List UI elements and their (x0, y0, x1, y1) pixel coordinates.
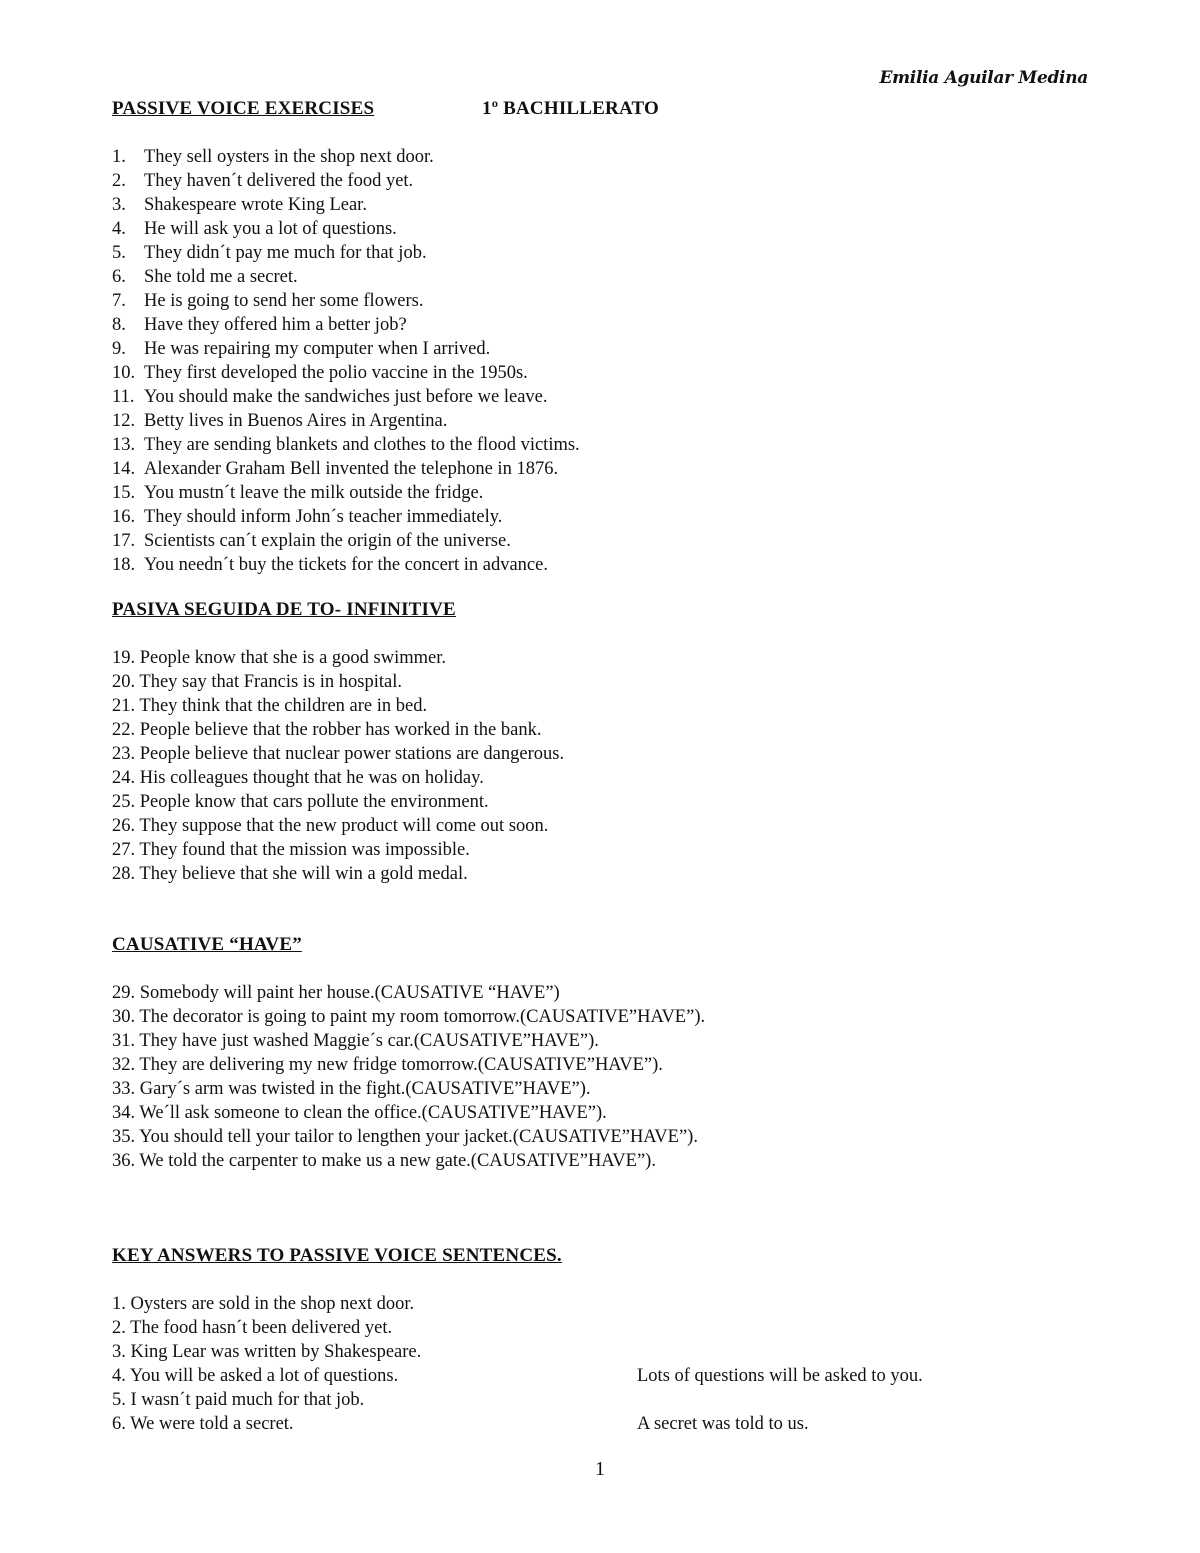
item-text: They believe that she will win a gold medal. (139, 864, 468, 884)
item-number: 5. (112, 1390, 126, 1410)
list-item (112, 481, 580, 505)
item-number: 1. (112, 1294, 126, 1314)
list-item (112, 313, 580, 337)
list-item (112, 145, 580, 169)
list-item (112, 646, 564, 670)
list-item (112, 1412, 809, 1436)
item-number: 1. (112, 147, 126, 167)
item-number: 15. (112, 483, 136, 503)
list-item (112, 361, 580, 385)
exercise-list-causative (112, 981, 705, 1173)
list-item (112, 766, 564, 790)
list-item (112, 433, 580, 457)
item-number: 27. (112, 840, 136, 860)
item-text: She told me a secret. (144, 267, 298, 287)
item-text: Scientists can´t explain the origin of the universe. (144, 531, 511, 551)
item-number: 21. (112, 696, 136, 716)
item-text: You will be asked a lot of questions. (129, 1366, 399, 1386)
item-number: 33. (112, 1079, 136, 1099)
list-item (112, 1077, 705, 1101)
list-item (112, 289, 580, 313)
alternative-answer: A secret was told to us. (637, 1414, 809, 1434)
item-number: 14. (112, 459, 136, 479)
item-text: People believe that nuclear power stations are dangerous. (139, 744, 565, 764)
list-item (112, 241, 580, 265)
item-text: They first developed the polio vaccine in the 1950s. (144, 363, 528, 383)
item-number: 4. (112, 219, 126, 239)
item-number: 19. (112, 648, 136, 668)
item-text: You should tell your tailor to lengthen your jacket.(CAUSATIVE”HAVE”). (139, 1127, 698, 1147)
list-item (112, 1364, 923, 1388)
item-number: 23. (112, 744, 136, 764)
item-text: They found that the mission was impossible. (139, 840, 470, 860)
author-name: Emilia Aguilar Medina (879, 68, 1088, 88)
list-item (112, 718, 564, 742)
section-heading-causative: CAUSATIVE “HAVE” (112, 934, 302, 955)
list-item (112, 838, 564, 862)
list-item (112, 1292, 421, 1316)
item-text: We´ll ask someone to clean the office.(CAUSATIVE”HAVE”). (139, 1103, 607, 1123)
exercise-list-to-infinitive (112, 646, 564, 886)
item-text: Alexander Graham Bell invented the telephone in 1876. (144, 459, 559, 479)
list-item (112, 1149, 705, 1173)
list-item (112, 1125, 705, 1149)
item-number: 35. (112, 1127, 136, 1147)
item-number: 3. (112, 195, 126, 215)
list-item (112, 1005, 705, 1029)
item-number: 26. (112, 816, 136, 836)
item-text: We told the carpenter to make us a new gate.(CAUSATIVE”HAVE”). (139, 1151, 656, 1171)
item-number: 2. (112, 1318, 126, 1338)
list-item (112, 1316, 421, 1340)
item-text: The decorator is going to paint my room tomorrow.(CAUSATIVE”HAVE”). (139, 1007, 706, 1027)
list-item (112, 981, 705, 1005)
item-number: 32. (112, 1055, 136, 1075)
item-number: 2. (112, 171, 126, 191)
item-text: His colleagues thought that he was on holiday. (139, 768, 484, 788)
list-item (112, 457, 580, 481)
item-number: 7. (112, 291, 126, 311)
item-text: They have just washed Maggie´s car.(CAUSATIVE”HAVE”). (139, 1031, 599, 1051)
item-text: The food hasn´t been delivered yet. (130, 1318, 393, 1338)
item-number: 16. (112, 507, 136, 527)
item-text: They didn´t pay me much for that job. (144, 243, 427, 263)
item-text: I wasn´t paid much for that job. (130, 1390, 365, 1410)
item-number: 4. (112, 1366, 126, 1386)
item-text: Somebody will paint her house.(CAUSATIVE “HAVE”) (139, 983, 560, 1003)
item-text: Have they offered him a better job? (144, 315, 407, 335)
list-item (112, 505, 580, 529)
item-text: He is going to send her some flowers. (144, 291, 424, 311)
item-number: 22. (112, 720, 136, 740)
item-number: 18. (112, 555, 136, 575)
list-item (112, 1053, 705, 1077)
item-number: 36. (112, 1151, 136, 1171)
exercise-list-passive (112, 145, 580, 577)
item-text: He was repairing my computer when I arrived. (144, 339, 491, 359)
list-item (112, 1101, 705, 1125)
course-label: 1º BACHILLERATO (482, 98, 659, 119)
title-text: PASSIVE VOICE EXERCISES (112, 98, 375, 119)
list-item (112, 193, 580, 217)
list-item (112, 1340, 421, 1364)
section-heading-to-infinitive: PASIVA SEGUIDA DE TO- INFINITIVE (112, 599, 456, 620)
item-number: 17. (112, 531, 136, 551)
item-text: You needn´t buy the tickets for the concert in advance. (144, 555, 548, 575)
list-item (112, 1388, 421, 1412)
list-item (112, 670, 564, 694)
list-item (112, 265, 580, 289)
item-text: They are delivering my new fridge tomorrow.(CAUSATIVE”HAVE”). (139, 1055, 663, 1075)
item-text: They should inform John´s teacher immediately. (144, 507, 503, 527)
list-item (112, 862, 564, 886)
list-item (112, 337, 580, 361)
list-item (112, 529, 580, 553)
item-text: They say that Francis is in hospital. (139, 672, 402, 692)
item-text: We were told a secret. (130, 1414, 294, 1434)
item-text: King Lear was written by Shakespeare. (130, 1342, 422, 1362)
item-text: People know that she is a good swimmer. (139, 648, 446, 668)
item-text: He will ask you a lot of questions. (144, 219, 397, 239)
item-number: 8. (112, 315, 126, 335)
item-text: People believe that the robber has worked in the bank. (139, 720, 542, 740)
item-number: 24. (112, 768, 136, 788)
item-number: 11. (112, 387, 135, 407)
item-number: 6. (112, 267, 126, 287)
item-text: Betty lives in Buenos Aires in Argentina. (144, 411, 448, 431)
item-number: 20. (112, 672, 136, 692)
list-item (112, 553, 580, 577)
item-text: You mustn´t leave the milk outside the fridge. (144, 483, 484, 503)
key-answers-list (112, 1292, 923, 1436)
item-number: 10. (112, 363, 136, 383)
list-item (112, 385, 580, 409)
list-item (112, 1029, 705, 1053)
item-number: 31. (112, 1031, 136, 1051)
item-number: 9. (112, 339, 126, 359)
item-text: They think that the children are in bed. (139, 696, 428, 716)
list-item (112, 694, 564, 718)
item-text: Shakespeare wrote King Lear. (144, 195, 367, 215)
list-item (112, 169, 580, 193)
item-text: They suppose that the new product will come out soon. (139, 816, 549, 836)
item-number: 30. (112, 1007, 136, 1027)
item-number: 29. (112, 983, 136, 1003)
item-text: Oysters are sold in the shop next door. (130, 1294, 415, 1314)
alternative-answer: Lots of questions will be asked to you. (637, 1366, 923, 1386)
item-text: They are sending blankets and clothes to the flood victims. (144, 435, 580, 455)
list-item (112, 742, 564, 766)
item-number: 12. (112, 411, 136, 431)
item-text: You should make the sandwiches just before we leave. (144, 387, 548, 407)
item-number: 28. (112, 864, 136, 884)
item-number: 25. (112, 792, 136, 812)
section-heading-key-answers: KEY ANSWERS TO PASSIVE VOICE SENTENCES. (112, 1245, 562, 1266)
item-number: 34. (112, 1103, 136, 1123)
item-number: 3. (112, 1342, 126, 1362)
list-item (112, 217, 580, 241)
item-number: 6. (112, 1414, 126, 1434)
item-number: 5. (112, 243, 126, 263)
page-title (112, 98, 659, 120)
list-item (112, 790, 564, 814)
item-text: Gary´s arm was twisted in the fight.(CAUSATIVE”HAVE”). (139, 1079, 591, 1099)
list-item (112, 409, 580, 433)
item-text: They sell oysters in the shop next door. (144, 147, 434, 167)
item-text: People know that cars pollute the environment. (139, 792, 489, 812)
list-item (112, 814, 564, 838)
page-number: 1 (595, 1458, 605, 1480)
item-number: 13. (112, 435, 136, 455)
item-text: They haven´t delivered the food yet. (144, 171, 414, 191)
